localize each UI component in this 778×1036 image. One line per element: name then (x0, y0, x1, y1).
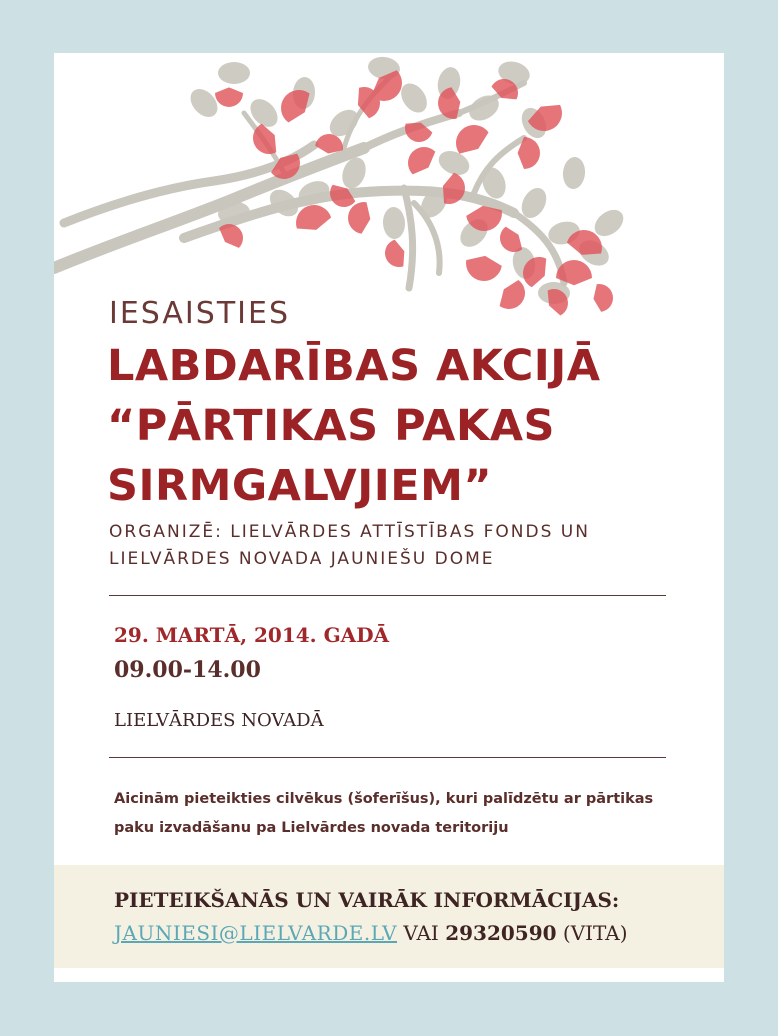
kicker-text: IESAISTIES (109, 296, 290, 331)
title-line: SIRMGALVJIEM” (107, 461, 493, 511)
event-title (107, 336, 707, 516)
organizer-line: ORGANIZĒ: LIELVĀRDES ATTĪSTĪBAS FONDS UN (109, 522, 590, 542)
blossom-shape (215, 87, 243, 107)
body-line: paku izvadāšanu pa Lielvārdes novada teritoriju (114, 820, 509, 836)
leaf-shape (185, 84, 223, 123)
call-to-action-text (114, 785, 674, 843)
blossom-shape (401, 140, 439, 178)
poster-page (54, 53, 724, 982)
email-link[interactable]: JAUNIESI@LIELVARDE.LV (114, 921, 398, 945)
title-line: LABDARĪBAS AKCIJĀ (107, 341, 601, 391)
organizer-info (109, 519, 709, 573)
contact-line (114, 921, 628, 945)
divider (109, 757, 666, 758)
contact-footer (54, 865, 724, 968)
blossom-shape (463, 253, 502, 284)
phone-number: 29320590 (445, 921, 557, 945)
event-time: 09.00-14.00 (114, 657, 261, 683)
leaf-shape (382, 206, 406, 239)
leaf-shape (562, 156, 587, 190)
blossom-shape (591, 282, 615, 313)
contact-connector: VAI (397, 921, 446, 945)
event-date: 29. MARTĀ, 2014. GADĀ (114, 623, 390, 647)
contact-heading: PIETEIKŠANĀS UN VAIRĀK INFORMĀCIJAS: (114, 888, 620, 912)
organizer-line: LIELVĀRDES NOVADA JAUNIEŠU DOME (109, 549, 495, 569)
divider (109, 595, 666, 596)
body-line: Aicinām pieteikties cilvēkus (šoferīšus), kuri palīdzētu ar pārtikas (114, 791, 654, 807)
blossom-shape (494, 276, 531, 315)
leaf-shape (218, 62, 250, 84)
contact-person: (VITA) (556, 921, 628, 945)
event-location: LIELVĀRDES NOVADĀ (114, 710, 324, 731)
title-line: “PĀRTIKAS PAKAS (107, 401, 556, 451)
blossom-shape (381, 238, 408, 271)
